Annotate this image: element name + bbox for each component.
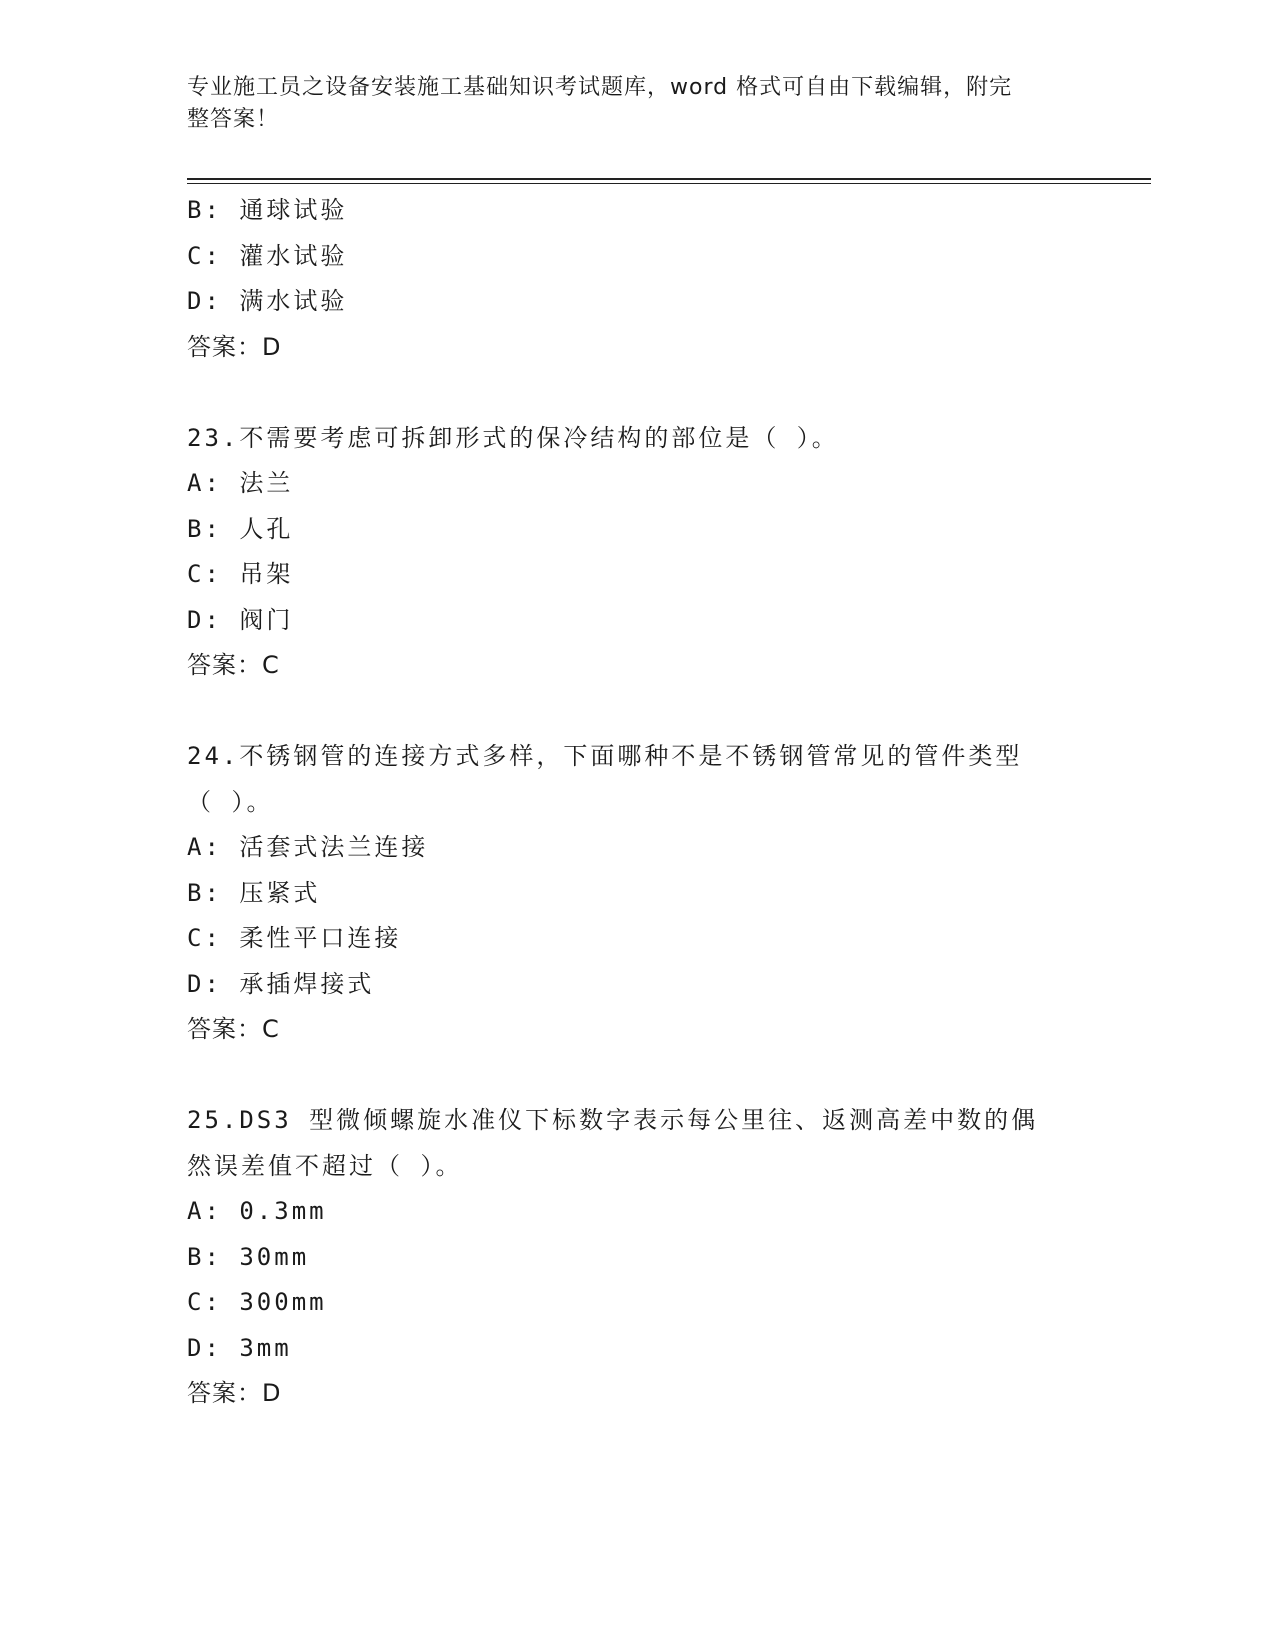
- spacer: [187, 689, 1087, 735]
- question-text-line-1: 25.DS3 型微倾螺旋水准仪下标数字表示每公里往、返测高差中数的偶: [187, 1106, 1039, 1134]
- question-25: [187, 1098, 1087, 1417]
- question-text: 23.不需要考虑可拆卸形式的保冷结构的部位是（ ）。: [187, 423, 839, 452]
- header-rule-thick: [187, 178, 1151, 180]
- option-a: A: 0.3mm: [187, 1197, 327, 1225]
- option-b: B: 通球试验: [187, 196, 348, 224]
- answer: 答案：C: [187, 651, 280, 679]
- answer: 答案：D: [187, 332, 282, 361]
- question-list: [187, 188, 1087, 1417]
- header-rule-thin: [187, 183, 1151, 184]
- spacer: [187, 370, 1087, 416]
- option-b: B: 压紧式: [187, 878, 321, 907]
- header-line-2: 整答案！: [187, 107, 280, 132]
- option-b: B: 人孔: [187, 514, 294, 543]
- question-24: [187, 734, 1087, 1053]
- option-d: D: 满水试验: [187, 287, 348, 315]
- option-d: D: 阀门: [187, 605, 294, 634]
- document-header: [187, 72, 1067, 136]
- option-c: C: 300mm: [187, 1288, 327, 1316]
- option-c: C: 吊架: [187, 560, 294, 588]
- option-b: B: 30mm: [187, 1242, 310, 1271]
- question-text-line-2: （ ）。: [187, 787, 274, 816]
- answer: 答案：C: [187, 1015, 280, 1043]
- question-text-line-2: 然误差值不超过（ ）。: [187, 1151, 463, 1180]
- option-a: A: 法兰: [187, 469, 294, 497]
- option-d: D: 承插焊接式: [187, 969, 375, 998]
- option-c: C: 柔性平口连接: [187, 924, 402, 952]
- spacer: [187, 1053, 1087, 1099]
- option-d: D: 3mm: [187, 1333, 292, 1362]
- answer: 答案：D: [187, 1379, 282, 1407]
- option-c: C: 灌水试验: [187, 241, 348, 270]
- question-23: [187, 416, 1087, 689]
- question-22: [187, 188, 1087, 370]
- header-line-1: 专业施工员之设备安装施工基础知识考试题库，word 格式可自由下载编辑，附完: [187, 75, 1013, 100]
- question-text-line-1: 24.不锈钢管的连接方式多样，下面哪种不是不锈钢管常见的管件类型: [187, 742, 1023, 770]
- option-a: A: 活套式法兰连接: [187, 833, 429, 861]
